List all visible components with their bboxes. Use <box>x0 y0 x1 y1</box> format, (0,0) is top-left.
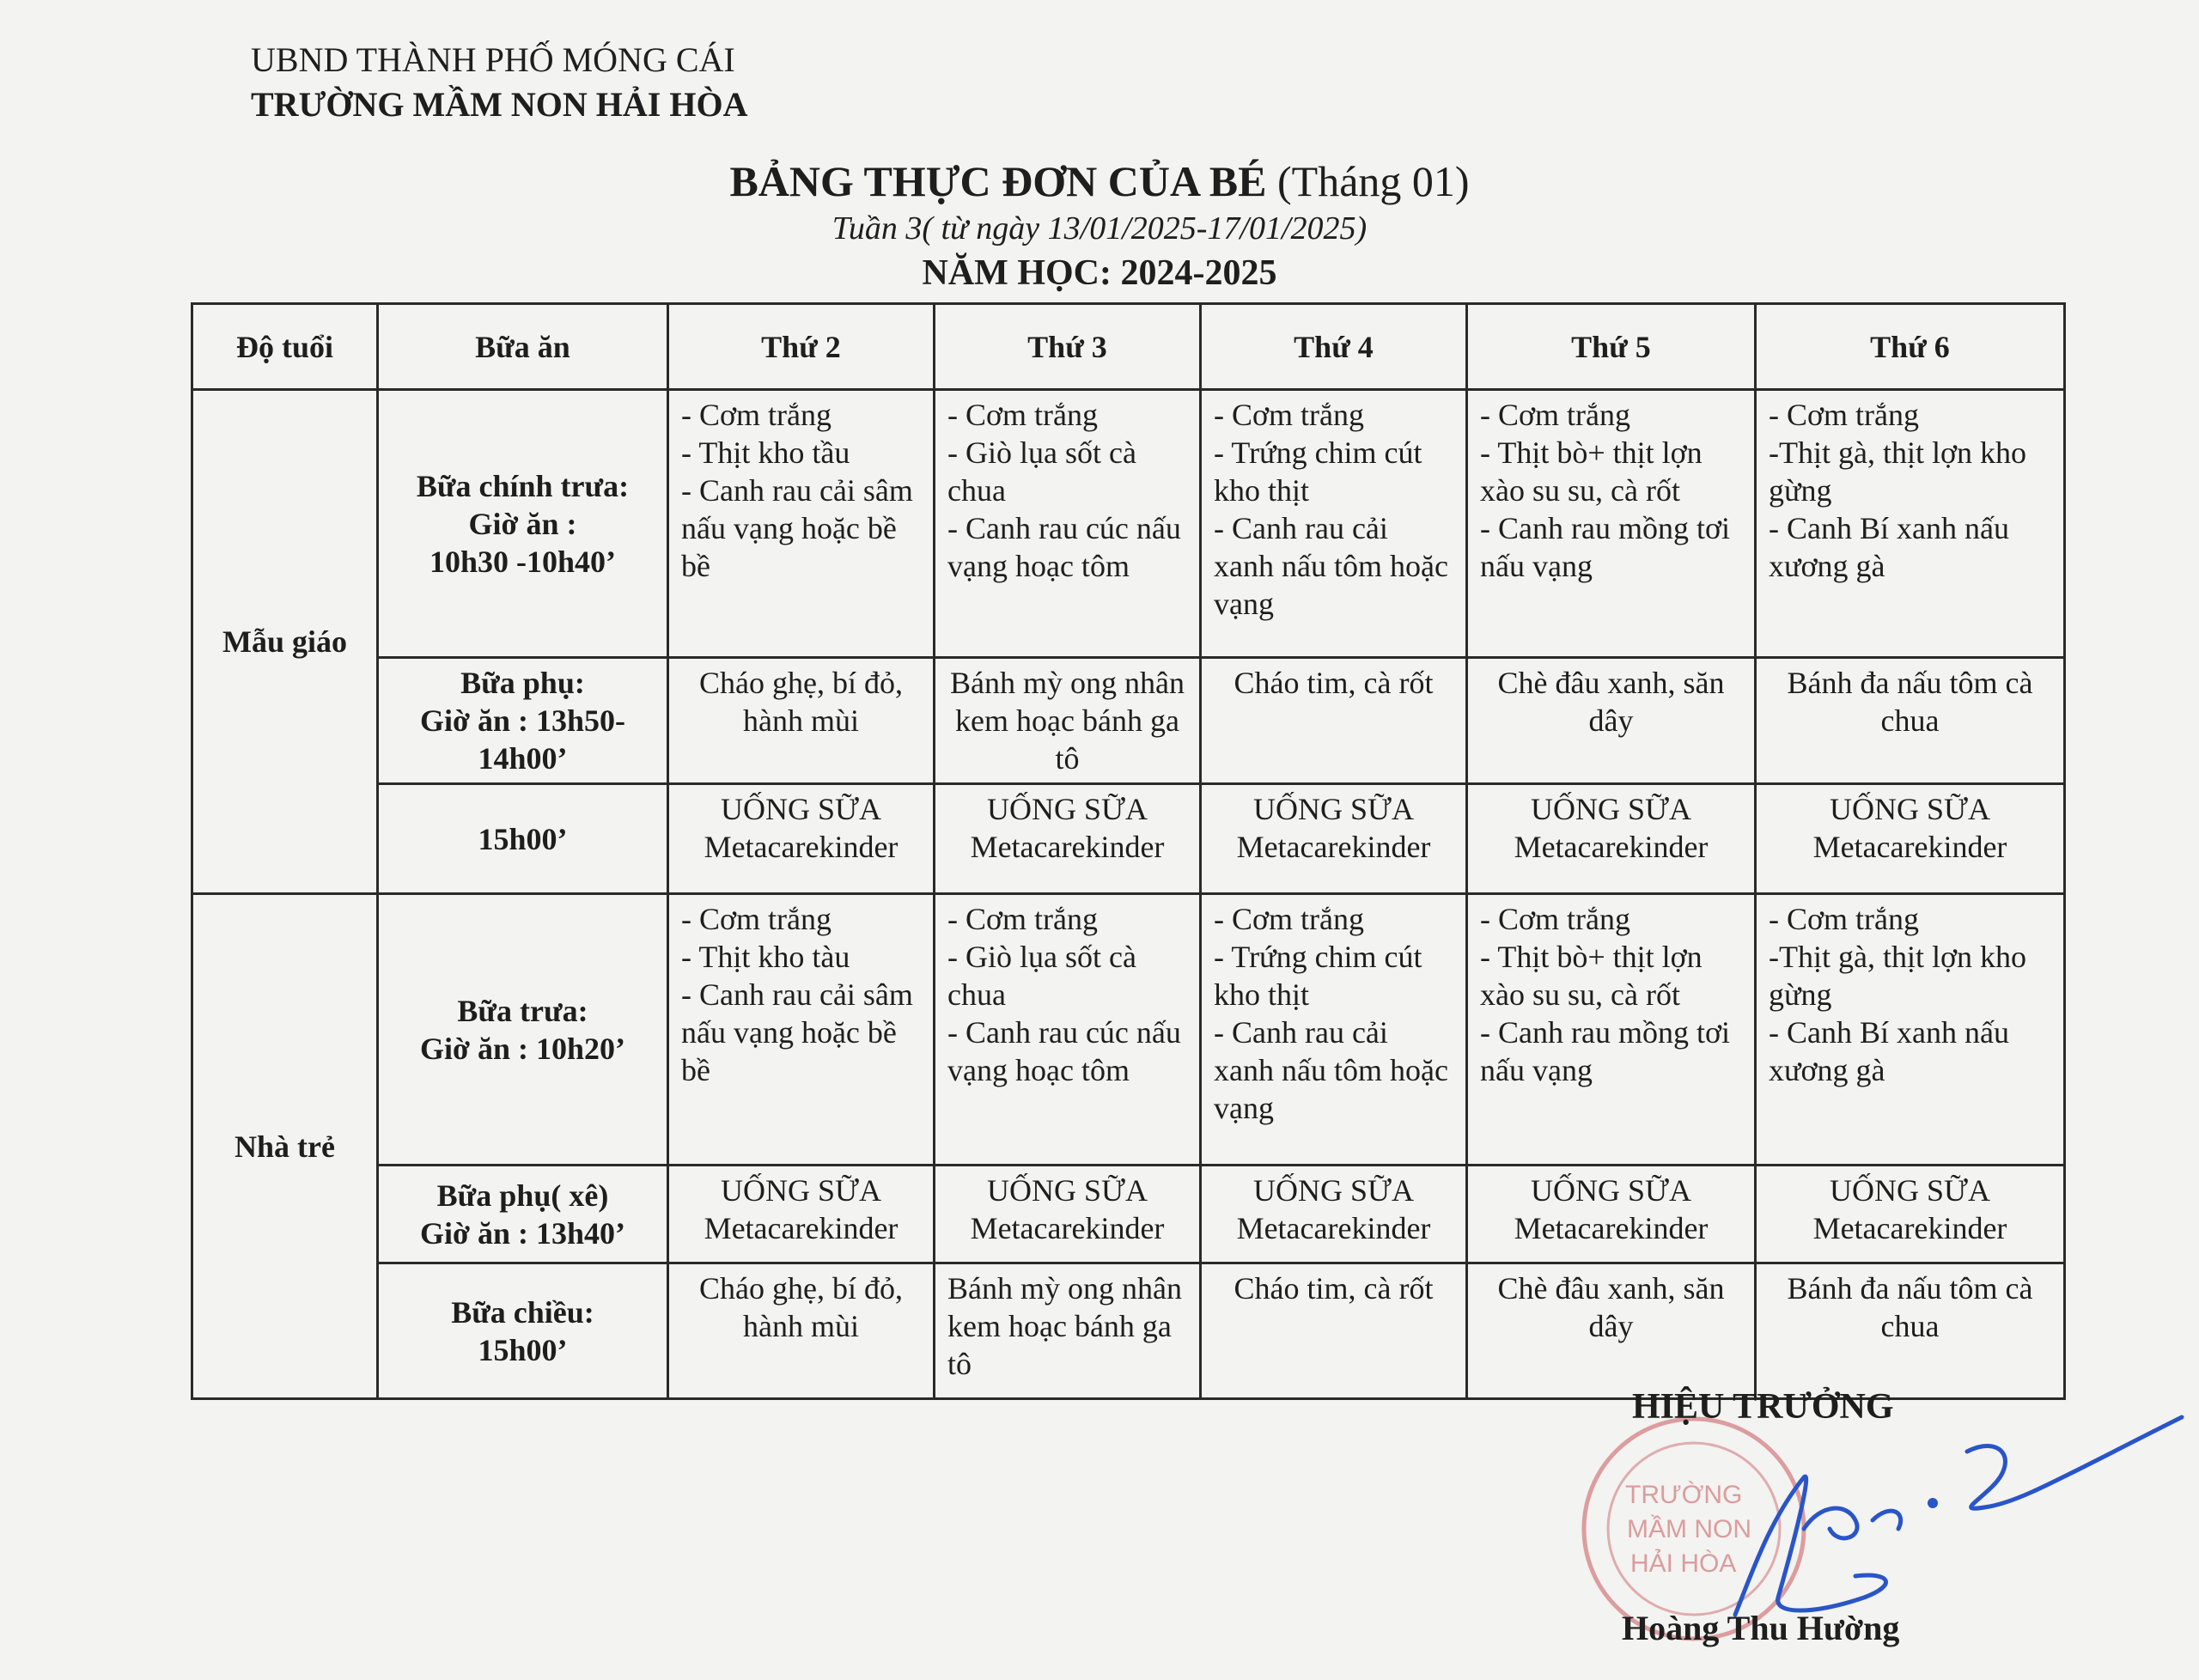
menu-cell <box>1756 1263 2065 1399</box>
menu-cell <box>1467 894 1756 1166</box>
age-group-cell: Nhà trẻ <box>192 894 378 1399</box>
meal-line: Bữa trưa: <box>457 993 588 1028</box>
menu-cell <box>1467 1166 1756 1263</box>
title-main: BẢNG THỰC ĐƠN CỦA BÉ <box>729 157 1267 205</box>
menu-item: Metacarekinder <box>1514 830 1709 864</box>
menu-cell <box>935 658 1201 784</box>
menu-cell <box>1756 658 2065 784</box>
meal-cell <box>378 390 668 658</box>
menu-item: Metacarekinder <box>1236 830 1431 864</box>
table-row <box>192 1263 2065 1399</box>
meal-line: Giờ ăn : 13h50-14h00’ <box>420 703 625 776</box>
menu-item: - Thịt bò+ thịt lợn xào su su, cà rốt <box>1480 940 1703 1012</box>
menu-item: - Canh rau cải sâm nấu vạng hoặc bề bề <box>681 977 913 1087</box>
menu-cell <box>1201 658 1467 784</box>
menu-cell <box>935 894 1201 1166</box>
menu-item: - Canh rau cúc nấu vạng hoạc tôm <box>947 1015 1181 1087</box>
menu-item: UỐNG SỮA <box>1253 1173 1414 1208</box>
menu-item: - Thịt kho tầu <box>681 435 850 470</box>
menu-cell <box>1201 784 1467 894</box>
menu-item: Bánh mỳ ong nhân kem hoạc bánh ga tô <box>947 1271 1182 1381</box>
menu-item: Metacarekinder <box>1514 1211 1709 1245</box>
menu-item: Metacarekinder <box>1812 1211 2007 1245</box>
menu-item: UỐNG SỮA <box>721 792 881 826</box>
menu-item: - Giò lụa sốt cà chua <box>947 435 1136 508</box>
meal-cell <box>378 784 668 894</box>
column-header: Thứ 2 <box>668 304 935 390</box>
menu-item: UỐNG SỮA <box>1531 792 1691 826</box>
menu-item: UỐNG SỮA <box>987 1173 1148 1208</box>
title-month: (Tháng 01) <box>1277 157 1470 205</box>
school-year: NĂM HỌC: 2024-2025 <box>922 253 1277 293</box>
meal-cell <box>378 1263 668 1399</box>
menu-cell <box>1756 390 2065 658</box>
principal-title: HIỆU TRƯỞNG <box>1632 1387 1894 1427</box>
menu-cell <box>668 894 935 1166</box>
meal-cell <box>378 1166 668 1263</box>
meal-line: Giờ ăn : 10h20’ <box>420 1031 625 1066</box>
meal-line: Giờ ăn : <box>468 506 577 541</box>
age-group-cell: Mẫu giáo <box>192 390 378 894</box>
menu-cell <box>1467 390 1756 658</box>
svg-text:TRƯỜNG: TRƯỜNG <box>1625 1481 1743 1509</box>
menu-item: - Trứng chim cút kho thịt <box>1214 940 1422 1012</box>
menu-item: - Canh rau cải sâm nấu vạng hoặc bề bề <box>681 473 913 583</box>
menu-cell <box>668 784 935 894</box>
column-header: Thứ 4 <box>1201 304 1467 390</box>
menu-item: - Cơm trắng <box>1480 902 1631 936</box>
menu-item: Cháo tim, cà rốt <box>1234 1271 1434 1306</box>
menu-item: UỐNG SỮA <box>987 792 1148 826</box>
table-header-row <box>192 304 2065 390</box>
menu-item: - Canh rau cúc nấu vạng hoạc tôm <box>947 511 1181 583</box>
menu-item: - Cơm trắng <box>1769 902 1920 936</box>
menu-cell <box>1201 1166 1467 1263</box>
table-row <box>192 784 2065 894</box>
meal-line: Giờ ăn : 13h40’ <box>420 1215 625 1251</box>
menu-item: -Thịt gà, thịt lợn kho gừng <box>1769 435 2027 508</box>
menu-item: Metacarekinder <box>970 830 1165 864</box>
menu-item: - Cơm trắng <box>947 902 1099 936</box>
menu-item: Cháo ghẹ, bí đỏ, hành mùi <box>699 666 903 738</box>
menu-cell <box>1756 894 2065 1166</box>
menu-cell <box>1467 1263 1756 1399</box>
menu-cell <box>1756 784 2065 894</box>
menu-item: Bánh đa nấu tôm cà chua <box>1787 1271 2033 1343</box>
menu-item: Metacarekinder <box>970 1211 1165 1245</box>
menu-item: -Thịt gà, thịt lợn kho gừng <box>1769 940 2027 1012</box>
menu-cell <box>668 390 935 658</box>
column-header: Thứ 3 <box>935 304 1201 390</box>
menu-cell <box>668 1263 935 1399</box>
meal-line: Bữa phụ( xê) <box>436 1178 609 1213</box>
menu-item: Metacarekinder <box>704 1211 898 1245</box>
svg-text:HẢI HÒA: HẢI HÒA <box>1630 1549 1737 1578</box>
menu-item: - Canh rau cải xanh nấu tôm hoặc vạng <box>1214 1015 1448 1125</box>
menu-item: - Giò lụa sốt cà chua <box>947 940 1136 1012</box>
menu-cell <box>1201 894 1467 1166</box>
column-header: Thứ 6 <box>1756 304 2065 390</box>
menu-item: UỐNG SỮA <box>1830 792 1990 826</box>
menu-item: Metacarekinder <box>1812 830 2007 864</box>
menu-item: - Canh rau mồng tơi nấu vạng <box>1480 1015 1730 1087</box>
menu-item: UỐNG SỮA <box>721 1173 881 1208</box>
menu-item: Cháo tim, cà rốt <box>1234 666 1434 700</box>
menu-item: - Canh Bí xanh nấu xương gà <box>1769 511 2009 583</box>
menu-item: Cháo ghẹ, bí đỏ, hành mùi <box>699 1271 903 1343</box>
meal-line: Bữa chiều: <box>451 1294 594 1330</box>
column-header: Thứ 5 <box>1467 304 1756 390</box>
menu-item: - Cơm trắng <box>1214 398 1365 432</box>
meal-cell <box>378 658 668 784</box>
menu-item: UỐNG SỮA <box>1253 792 1414 826</box>
menu-item: Bánh đa nấu tôm cà chua <box>1787 666 2033 738</box>
handwritten-signature <box>1675 1400 2190 1640</box>
menu-item: Chè đâu xanh, săn dây <box>1497 1271 1725 1343</box>
menu-item: Metacarekinder <box>1236 1211 1431 1245</box>
menu-cell <box>935 390 1201 658</box>
menu-item: - Cơm trắng <box>947 398 1099 432</box>
table-row <box>192 894 2065 1166</box>
menu-cell <box>1467 784 1756 894</box>
menu-item: - Thịt bò+ thịt lợn xào su su, cà rốt <box>1480 435 1703 508</box>
page-title <box>0 156 2199 206</box>
menu-cell <box>668 658 935 784</box>
menu-cell <box>935 784 1201 894</box>
menu-item: - Thịt kho tàu <box>681 940 850 974</box>
menu-item: - Cơm trắng <box>1769 398 1920 432</box>
menu-table <box>191 302 2066 1400</box>
principal-name: Hoàng Thu Hường <box>1622 1609 1900 1647</box>
menu-cell <box>668 1166 935 1263</box>
meal-cell <box>378 894 668 1166</box>
menu-item: Metacarekinder <box>704 830 898 864</box>
menu-item: - Canh Bí xanh nấu xương gà <box>1769 1015 2009 1087</box>
menu-item: Bánh mỳ ong nhân kem hoạc bánh ga tô <box>950 666 1185 776</box>
meal-line: 15h00’ <box>478 821 568 856</box>
meal-line: Bữa chính trưa: <box>416 468 630 503</box>
menu-item: - Canh rau mồng tơi nấu vạng <box>1480 511 1730 583</box>
column-header: Bữa ăn <box>378 304 668 390</box>
menu-item: - Cơm trắng <box>1480 398 1631 432</box>
menu-cell <box>1756 1166 2065 1263</box>
organization-header <box>251 38 747 127</box>
menu-item: - Canh rau cải xanh nấu tôm hoặc vạng <box>1214 511 1448 621</box>
menu-item: Chè đâu xanh, săn dây <box>1497 666 1725 738</box>
menu-item: - Cơm trắng <box>681 902 832 936</box>
column-header: Độ tuổi <box>192 304 378 390</box>
table-row <box>192 1166 2065 1263</box>
menu-cell <box>1201 390 1467 658</box>
menu-cell <box>935 1263 1201 1399</box>
org-line-2: TRƯỜNG MẦM NON HẢI HÒA <box>251 85 748 124</box>
meal-line: 10h30 -10h40’ <box>429 544 617 579</box>
table-body <box>192 390 2065 1399</box>
menu-item: - Trứng chim cút kho thịt <box>1214 435 1422 508</box>
meal-line: 15h00’ <box>478 1332 568 1367</box>
menu-item: - Cơm trắng <box>1214 902 1365 936</box>
menu-item: UỐNG SỮA <box>1830 1173 1990 1208</box>
svg-text:MẦM NON: MẦM NON <box>1627 1515 1751 1543</box>
menu-item: - Cơm trắng <box>681 398 832 432</box>
table-row <box>192 658 2065 784</box>
menu-item: UỐNG SỮA <box>1531 1173 1691 1208</box>
week-subtitle: Tuần 3( từ ngày 13/01/2025-17/01/2025) <box>831 210 1368 247</box>
menu-cell <box>1201 1263 1467 1399</box>
menu-cell <box>935 1166 1201 1263</box>
org-line-1: UBND THÀNH PHỐ MÓNG CÁI <box>251 40 735 79</box>
meal-line: Bữa phụ: <box>460 666 585 700</box>
menu-cell <box>1467 658 1756 784</box>
table-row <box>192 390 2065 658</box>
